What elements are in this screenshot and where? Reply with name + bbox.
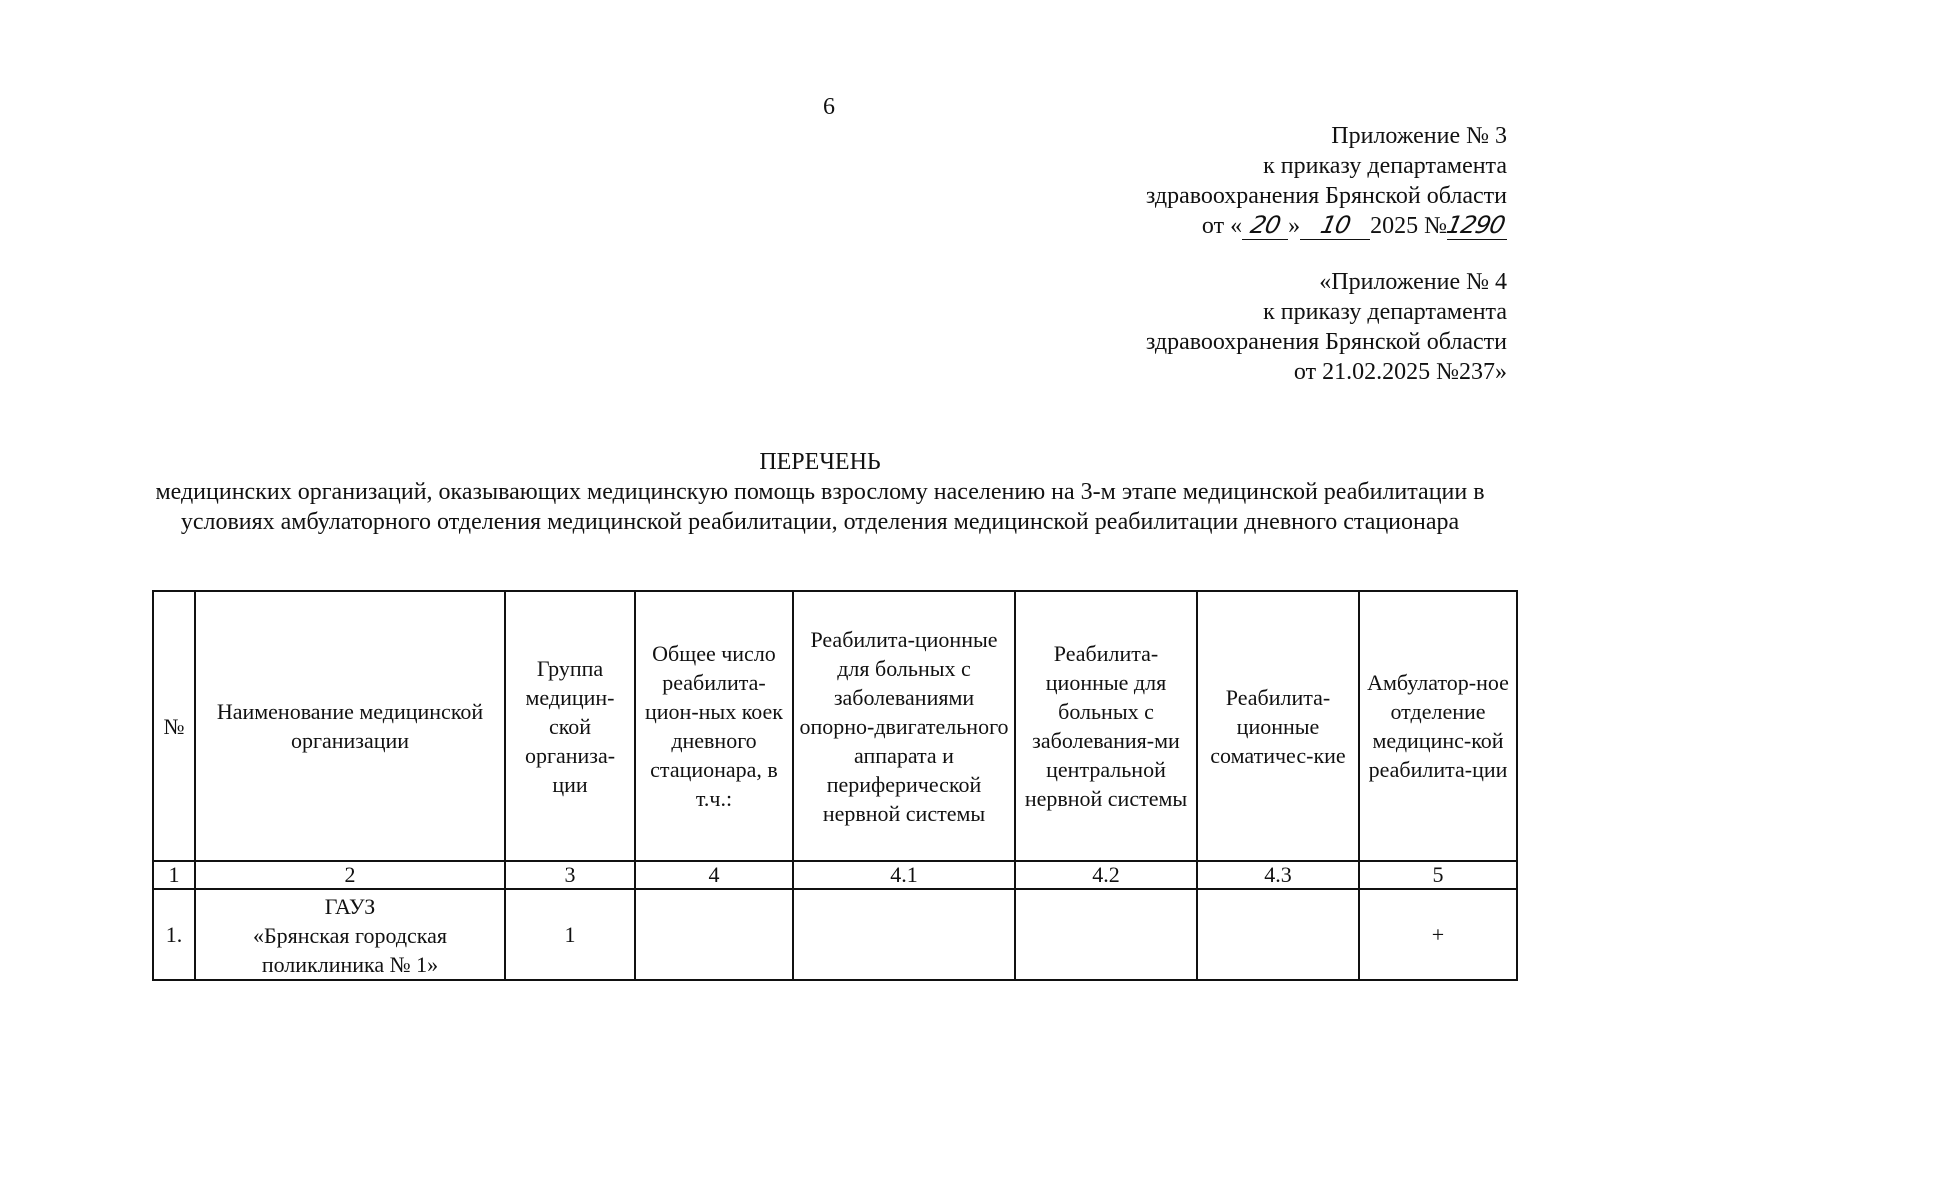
table-row — [153, 889, 1517, 980]
annex-3-block — [1146, 121, 1507, 241]
header-somatic: Реабилита-ционные соматичес-кие — [1197, 591, 1359, 861]
handwritten-number: 1290 — [1444, 211, 1508, 239]
col-number-5: 5 — [1359, 861, 1517, 889]
row-org-name — [195, 889, 505, 980]
organizations-table — [152, 590, 1518, 981]
org-name-line: ГАУЗ — [324, 894, 376, 919]
org-name-line: поликлиника № 1» — [261, 952, 439, 977]
header-outpatient: Амбулатор-ное отделение медицинс-кой реабилита-ции — [1359, 591, 1517, 861]
annex-4-title: «Приложение № 4 — [1319, 269, 1507, 295]
row-musculoskeletal — [793, 889, 1015, 980]
page-number: 6 — [823, 94, 835, 120]
handwritten-number-field — [1444, 211, 1508, 240]
row-total-beds — [635, 889, 793, 980]
document-subtitle: медицинских организаций, оказывающих медицинскую помощь взрослому населению на 3-м этапе медицинской реабилитации в условиях амбулаторного отделения медицинской реабилитации, отделения медицинской реабилитации дневного стационара — [155, 479, 1485, 535]
col-number-4-1: 4.1 — [793, 861, 1015, 889]
table-header-row — [153, 591, 1517, 861]
handwritten-day: 20 — [1247, 211, 1283, 239]
col-number-2: 2 — [195, 861, 505, 889]
annex-4-block — [1146, 267, 1507, 387]
handwritten-day-field — [1242, 212, 1288, 240]
annex-3-department-line: здравоохранения Брянской области — [1145, 183, 1507, 209]
annex-3-date-line — [1146, 211, 1507, 241]
annex-3-title: Приложение № 3 — [1331, 123, 1507, 149]
col-number-3: 3 — [505, 861, 635, 889]
document-heading: ПЕРЕЧЕНЬ — [759, 449, 881, 475]
table-numbering-row — [153, 861, 1517, 889]
date-prefix: от « — [1201, 213, 1243, 239]
header-total-beds: Общее число реабилита-цион-ных коек дневного стационара, в т.ч.: — [635, 591, 793, 861]
row-somatic — [1197, 889, 1359, 980]
col-number-4-2: 4.2 — [1015, 861, 1197, 889]
annex-4-date-line: от 21.02.2025 №237» — [1293, 359, 1507, 385]
row-org-group: 1 — [505, 889, 635, 980]
annex-4-order-line: к приказу департамента — [1263, 299, 1507, 325]
handwritten-month-field — [1300, 212, 1370, 240]
row-cns — [1015, 889, 1197, 980]
header-number: № — [153, 591, 195, 861]
date-quote-close: » — [1288, 213, 1301, 239]
header-musculoskeletal: Реабилита-ционные для больных с заболеваниями опорно-двигательного аппарата и периферической нервной системы — [793, 591, 1015, 861]
header-org-group: Группа медицин-ской организа-ции — [505, 591, 635, 861]
row-outpatient: + — [1359, 889, 1517, 980]
document-title-block — [150, 447, 1490, 537]
col-number-4-3: 4.3 — [1197, 861, 1359, 889]
handwritten-month: 10 — [1317, 211, 1353, 239]
col-number-1: 1 — [153, 861, 195, 889]
col-number-4: 4 — [635, 861, 793, 889]
header-org-name: Наименование медицинской организации — [195, 591, 505, 861]
date-year: 2025 № — [1370, 213, 1447, 239]
header-cns: Реабилита-ционные для больных с заболевания-ми центральной нервной системы — [1015, 591, 1197, 861]
row-number: 1. — [153, 889, 195, 980]
org-name-line: «Брянская городская — [252, 923, 448, 948]
annex-3-order-line: к приказу департамента — [1263, 153, 1507, 179]
annex-4-department-line: здравоохранения Брянской области — [1145, 329, 1507, 355]
